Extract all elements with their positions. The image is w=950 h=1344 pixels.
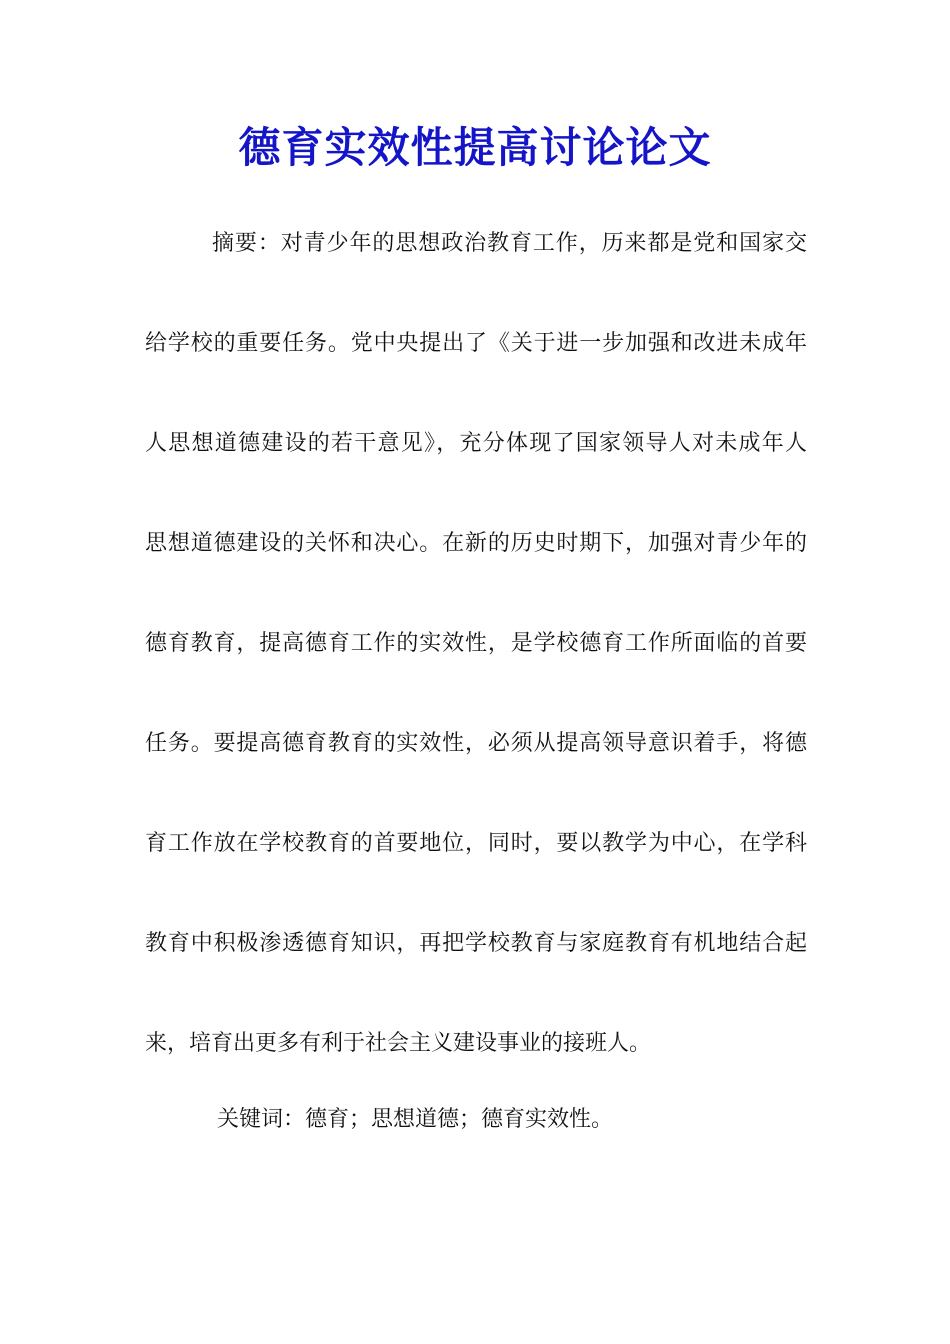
abstract-line: 任务。要提高德育教育的实效性，必须从提高领导意识着手，将德	[145, 731, 807, 756]
abstract-line: 教育中积极渗透德育知识，再把学校教育与家庭教育有机地结合起	[145, 931, 807, 956]
abstract-line: 给学校的重要任务。党中央提出了《关于进一步加强和改进未成年	[145, 331, 807, 356]
abstract-line: 德育教育，提高德育工作的实效性，是学校德育工作所面临的首要	[145, 631, 807, 656]
abstract-line: 思想道德建设的关怀和决心。在新的历史时期下，加强对青少年的	[145, 531, 807, 556]
abstract-line: 摘要：对青少年的思想政治教育工作，历来都是党和国家交	[212, 231, 807, 256]
abstract-line: 来，培育出更多有利于社会主义建设事业的接班人。	[145, 1031, 652, 1056]
abstract-paragraph	[145, 214, 807, 1114]
abstract-line: 育工作放在学校教育的首要地位，同时，要以教学为中心，在学科	[145, 831, 807, 856]
abstract-line: 人思想道德建设的若干意见》，充分体现了国家领导人对未成年人	[145, 431, 807, 456]
document-title: 德育实效性提高讨论论文	[238, 123, 712, 172]
keywords-line: 关键词：德育；思想道德；德育实效性。	[217, 1107, 614, 1132]
